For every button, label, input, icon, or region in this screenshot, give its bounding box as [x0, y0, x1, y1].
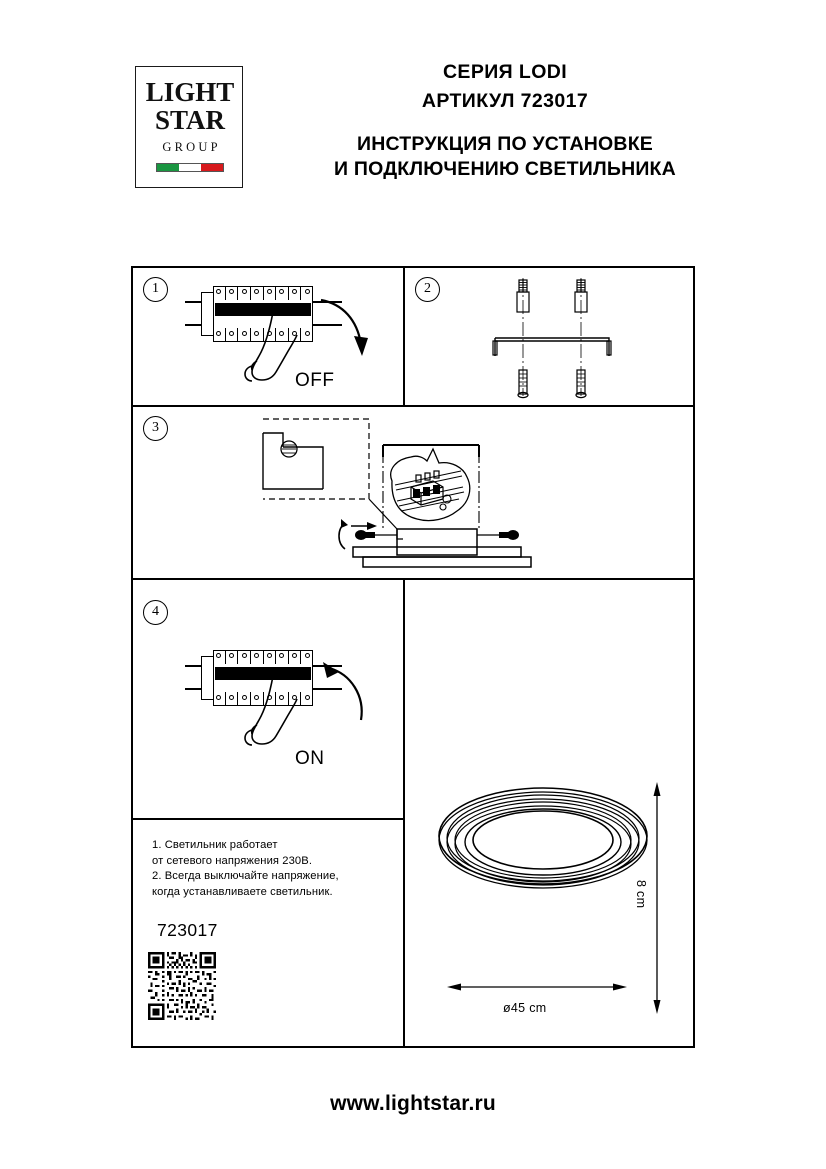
instruction-title-line1: ИНСТРУКЦИЯ ПО УСТАНОВКЕ	[356, 133, 653, 155]
qr-code	[148, 952, 216, 1020]
step-panel-4	[133, 580, 403, 818]
step-panel-1	[133, 268, 403, 405]
step1-off-label: OFF	[295, 370, 335, 391]
product-dimension-panel	[405, 580, 693, 1046]
step-panel-3	[133, 407, 693, 578]
hand-pointing-icon	[243, 670, 313, 750]
logo-line-light: LIGHT	[145, 77, 235, 107]
arrow-down-off-icon	[317, 294, 377, 364]
step-number-3: 3	[143, 416, 168, 441]
breaker-illustration-on	[195, 640, 345, 730]
lamp-product-drawing	[433, 780, 653, 900]
arrow-up-on-icon	[317, 658, 377, 728]
italian-flag-icon	[156, 163, 224, 172]
footer-website[interactable]: www.lightstar.ru	[330, 1092, 496, 1115]
diameter-dimension-line	[447, 980, 627, 994]
height-dimension-line	[650, 782, 664, 1014]
logo-line-star: STAR	[154, 105, 226, 135]
height-label: 8 cm	[634, 880, 648, 909]
header-title-block	[300, 58, 710, 182]
warning-line-1: 1. Светильник работает	[152, 839, 278, 851]
article-line: АРТИКУЛ 723017	[421, 90, 589, 112]
warning-text-block	[152, 838, 387, 900]
step-number-1: 1	[143, 277, 168, 302]
breaker-top-terminals	[213, 650, 313, 664]
warning-line-4: когда устанавливаете светильник.	[152, 885, 333, 898]
step-number-2: 2	[415, 277, 440, 302]
article-code: 723017	[157, 920, 218, 940]
step-number-4: 4	[143, 600, 168, 625]
diameter-label: ø45 cm	[503, 1001, 547, 1015]
brand-logo	[135, 66, 243, 188]
instruction-title-line2: И ПОДКЛЮЧЕНИЮ СВЕТИЛЬНИКА	[334, 158, 676, 180]
breaker-top-terminals	[213, 286, 313, 300]
warning-line-2: от сетевого напряжения 230В.	[152, 854, 313, 867]
mounting-hardware-illustration	[493, 274, 633, 399]
step-panel-2	[405, 268, 693, 405]
step4-on-label: ON	[295, 748, 325, 769]
page-header	[0, 0, 826, 240]
divider-row3-left	[133, 818, 405, 820]
logo-line-group: GROUP	[162, 140, 221, 154]
breaker-illustration-off	[195, 276, 345, 366]
series-line: СЕРИЯ LODI	[442, 61, 568, 83]
ceiling-wiring-illustration	[211, 411, 661, 577]
warning-line-3: 2. Всегда выключайте напряжение,	[152, 870, 339, 883]
